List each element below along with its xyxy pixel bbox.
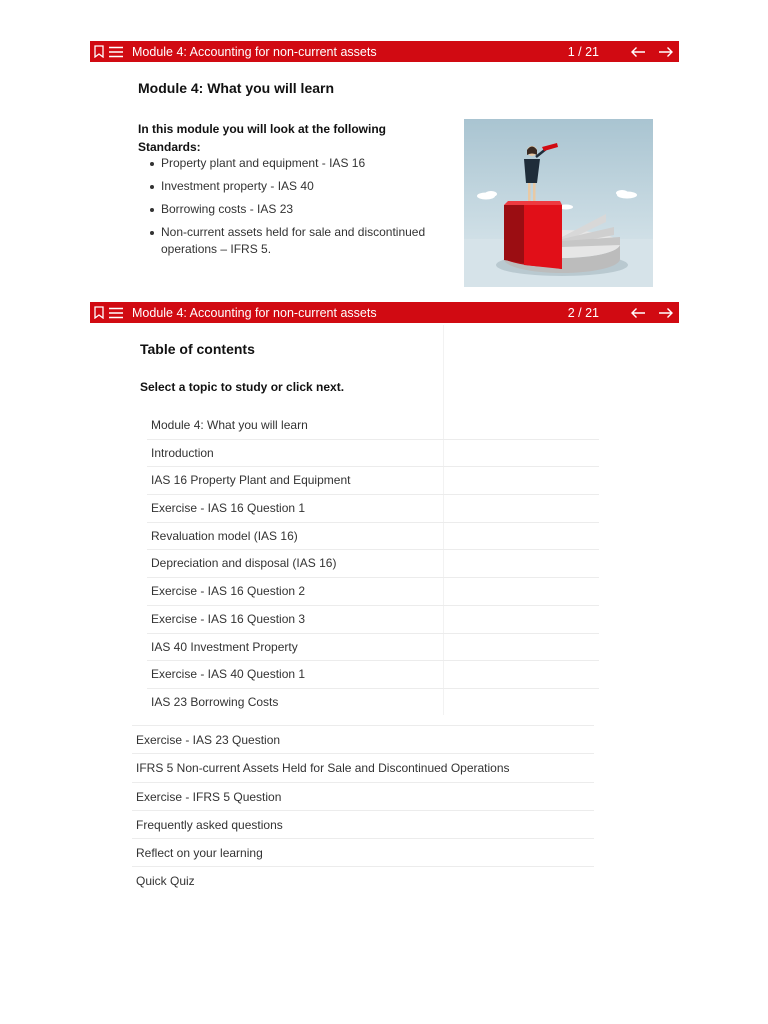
module-title: Module 4: Accounting for non-current assets	[132, 44, 377, 59]
list-item: Investment property - IAS 40	[148, 178, 438, 195]
list-item: Non-current assets held for sale and discontinued operations – IFRS 5.	[148, 224, 438, 258]
list-item: Borrowing costs - IAS 23	[148, 201, 438, 218]
toc-item[interactable]: Module 4: What you will learn	[147, 412, 599, 440]
arrow-right-icon[interactable]	[655, 302, 677, 323]
hamburger-menu-icon[interactable]	[108, 41, 124, 62]
toc-list	[147, 412, 599, 717]
toc-item[interactable]: Exercise - IAS 40 Question 1	[147, 661, 599, 689]
toc-item[interactable]: Reflect on your learning	[132, 839, 594, 867]
arrow-left-icon[interactable]	[627, 302, 649, 323]
standards-list	[148, 155, 438, 264]
page-counter: 2 / 21	[567, 305, 599, 320]
toc-item[interactable]: Quick Quiz	[136, 874, 195, 889]
toc-item[interactable]: Introduction	[147, 440, 599, 468]
module-title: Module 4: Accounting for non-current assets	[132, 305, 377, 320]
arrow-left-icon[interactable]	[627, 41, 649, 62]
toc-item[interactable]: IAS 23 Borrowing Costs	[151, 694, 279, 709]
bookmark-icon[interactable]	[91, 41, 107, 62]
toc-title: Table of contents	[140, 341, 255, 357]
businesswoman-pie-chart-illustration	[464, 119, 653, 287]
toc-item[interactable]: Exercise - IAS 16 Question 3	[147, 606, 599, 634]
toc-item[interactable]: Exercise - IAS 16 Question 2	[147, 578, 599, 606]
toc-item[interactable]: Revaluation model (IAS 16)	[147, 523, 599, 551]
toc-item[interactable]: Exercise - IAS 16 Question 1	[147, 495, 599, 523]
hamburger-menu-icon[interactable]	[108, 302, 124, 323]
toc-item[interactable]: IAS 16 Property Plant and Equipment	[147, 467, 599, 495]
slide-header-bar	[90, 302, 679, 323]
toc-item[interactable]: Exercise - IAS 23 Question	[132, 726, 594, 754]
slide-header-bar	[90, 41, 679, 62]
toc-item[interactable]: IAS 40 Investment Property	[147, 634, 599, 662]
page-counter: 1 / 21	[567, 44, 599, 59]
bookmark-icon[interactable]	[91, 302, 107, 323]
toc-instruction: Select a topic to study or click next.	[140, 380, 345, 394]
toc-item[interactable]: IFRS 5 Non-current Assets Held for Sale and Discontinued Operations	[132, 754, 594, 782]
list-item: Property plant and equipment - IAS 16	[148, 155, 438, 172]
toc-list-continued	[132, 725, 594, 896]
toc-item[interactable]: Exercise - IFRS 5 Question	[132, 783, 594, 811]
page-title: Module 4: What you will learn	[138, 80, 335, 96]
intro-text: In this module you will look at the following Standards:	[138, 122, 386, 154]
toc-item[interactable]: Frequently asked questions	[132, 811, 594, 839]
toc-item[interactable]: Depreciation and disposal (IAS 16)	[147, 550, 599, 578]
arrow-right-icon[interactable]	[655, 41, 677, 62]
